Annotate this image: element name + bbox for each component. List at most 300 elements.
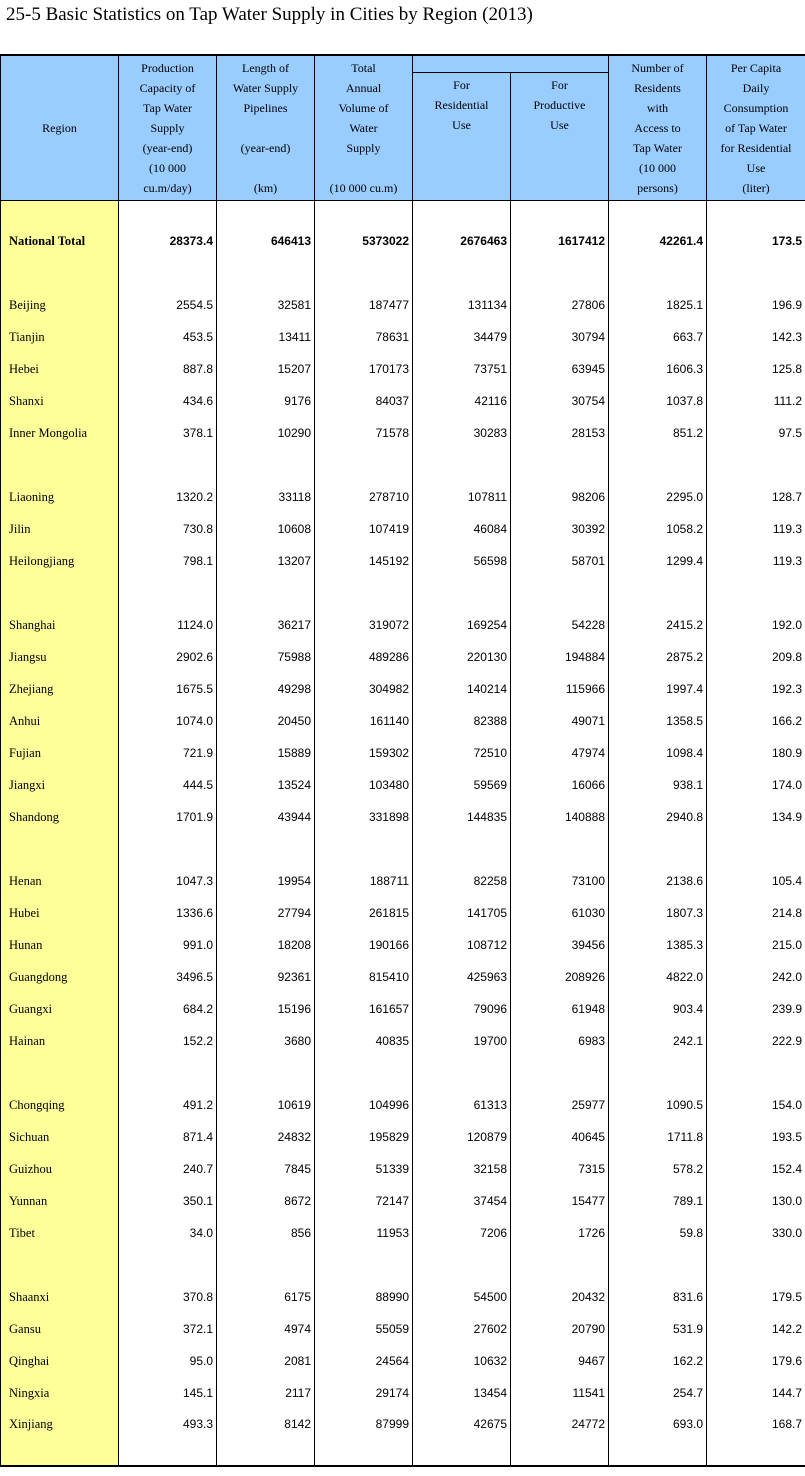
table-row <box>1 225 805 257</box>
residential-cell <box>413 1249 511 1281</box>
header-line: Supply <box>150 121 185 135</box>
region-cell: Qinghai <box>1 1345 119 1377</box>
residential-cell: 13454 <box>413 1377 511 1409</box>
residents-cell <box>609 1057 707 1089</box>
total-volume-cell: 188711 <box>315 865 413 897</box>
production-cell: 3496.5 <box>119 961 217 993</box>
total-volume-cell: 159302 <box>315 737 413 769</box>
productive-cell: 30754 <box>511 385 609 417</box>
per-capita-cell: 179.6 <box>707 1345 805 1377</box>
residential-cell: 72510 <box>413 737 511 769</box>
per-capita-cell: 168.7 <box>707 1409 805 1466</box>
total-volume-cell: 78631 <box>315 321 413 353</box>
per-capita-cell: 130.0 <box>707 1185 805 1217</box>
production-cell: 34.0 <box>119 1217 217 1249</box>
table-row <box>1 385 805 417</box>
total-volume-cell: 145192 <box>315 545 413 577</box>
header-line: For <box>453 78 470 92</box>
region-cell: Liaoning <box>1 481 119 513</box>
region-cell: Shanxi <box>1 385 119 417</box>
productive-cell <box>511 201 609 226</box>
residents-cell: 851.2 <box>609 417 707 449</box>
productive-cell: 20790 <box>511 1313 609 1345</box>
header-line: Number of <box>631 61 684 75</box>
pipelines-cell <box>217 1057 315 1089</box>
residents-cell: 2875.2 <box>609 641 707 673</box>
productive-cell <box>511 1249 609 1281</box>
productive-cell: 39456 <box>511 929 609 961</box>
residents-cell: 242.1 <box>609 1025 707 1057</box>
total-volume-cell: 161657 <box>315 993 413 1025</box>
production-cell: 1074.0 <box>119 705 217 737</box>
pipelines-cell: 92361 <box>217 961 315 993</box>
total-volume-cell: 103480 <box>315 769 413 801</box>
production-cell: 378.1 <box>119 417 217 449</box>
productive-cell: 25977 <box>511 1089 609 1121</box>
productive-cell <box>511 257 609 289</box>
spacer-row <box>1 201 805 226</box>
total-volume-cell <box>315 577 413 609</box>
header-line <box>218 158 313 178</box>
per-capita-cell: 142.2 <box>707 1313 805 1345</box>
residential-cell: 144835 <box>413 801 511 833</box>
pipelines-cell: 9176 <box>217 385 315 417</box>
per-capita-cell: 128.7 <box>707 481 805 513</box>
table-row <box>1 1089 805 1121</box>
residents-cell: 1058.2 <box>609 513 707 545</box>
pipelines-cell <box>217 201 315 226</box>
per-capita-cell: 142.3 <box>707 321 805 353</box>
table-row <box>1 1185 805 1217</box>
total-volume-cell: 278710 <box>315 481 413 513</box>
pipelines-cell: 15207 <box>217 353 315 385</box>
total-volume-cell: 187477 <box>315 289 413 321</box>
residents-cell: 693.0 <box>609 1409 707 1466</box>
production-cell <box>119 449 217 481</box>
residential-cell: 7206 <box>413 1217 511 1249</box>
residential-cell: 34479 <box>413 321 511 353</box>
residential-cell: 2676463 <box>413 225 511 257</box>
productive-cell: 16066 <box>511 769 609 801</box>
production-cell: 152.2 <box>119 1025 217 1057</box>
production-cell: 798.1 <box>119 545 217 577</box>
residents-cell: 162.2 <box>609 1345 707 1377</box>
productive-cell <box>511 1057 609 1089</box>
residents-cell <box>609 1249 707 1281</box>
residential-cell: 79096 <box>413 993 511 1025</box>
pipelines-cell: 2117 <box>217 1377 315 1409</box>
per-capita-cell: 239.9 <box>707 993 805 1025</box>
residents-cell: 1807.3 <box>609 897 707 929</box>
production-cell <box>119 201 217 226</box>
per-capita-cell <box>707 833 805 865</box>
header-line: Residential <box>434 98 489 112</box>
pipelines-cell <box>217 1249 315 1281</box>
header-production <box>119 55 217 201</box>
per-capita-cell: 166.2 <box>707 705 805 737</box>
production-cell: 1336.6 <box>119 897 217 929</box>
production-cell: 491.2 <box>119 1089 217 1121</box>
region-cell: Shanghai <box>1 609 119 641</box>
residents-cell: 938.1 <box>609 769 707 801</box>
productive-cell: 40645 <box>511 1121 609 1153</box>
per-capita-cell: 214.8 <box>707 897 805 929</box>
production-cell: 370.8 <box>119 1281 217 1313</box>
pipelines-cell: 15196 <box>217 993 315 1025</box>
residents-cell: 1606.3 <box>609 353 707 385</box>
table-row <box>1 321 805 353</box>
pipelines-cell: 15889 <box>217 737 315 769</box>
region-cell: Zhejiang <box>1 673 119 705</box>
table-row <box>1 769 805 801</box>
production-cell <box>119 833 217 865</box>
productive-cell: 47974 <box>511 737 609 769</box>
region-cell: Hainan <box>1 1025 119 1057</box>
total-volume-cell <box>315 1249 413 1281</box>
production-cell: 684.2 <box>119 993 217 1025</box>
pipelines-cell <box>217 833 315 865</box>
total-volume-cell: 55059 <box>315 1313 413 1345</box>
residents-cell <box>609 577 707 609</box>
productive-cell: 58701 <box>511 545 609 577</box>
production-cell: 1124.0 <box>119 609 217 641</box>
total-volume-cell: 170173 <box>315 353 413 385</box>
production-cell: 2554.5 <box>119 289 217 321</box>
residents-cell <box>609 201 707 226</box>
header-line: Tap Water <box>633 141 682 155</box>
residents-cell: 1358.5 <box>609 705 707 737</box>
per-capita-cell <box>707 201 805 226</box>
residential-cell: 30283 <box>413 417 511 449</box>
table-body <box>1 201 805 1467</box>
residents-cell: 789.1 <box>609 1185 707 1217</box>
header-line: of Tap Water <box>725 121 787 135</box>
total-volume-cell: 190166 <box>315 929 413 961</box>
per-capita-cell: 192.3 <box>707 673 805 705</box>
per-capita-cell: 196.9 <box>707 289 805 321</box>
residential-cell <box>413 1057 511 1089</box>
pipelines-cell <box>217 449 315 481</box>
table-row <box>1 673 805 705</box>
residents-cell: 1825.1 <box>609 289 707 321</box>
per-capita-cell: 152.4 <box>707 1153 805 1185</box>
region-cell: Yunnan <box>1 1185 119 1217</box>
residents-cell <box>609 449 707 481</box>
region-cell <box>1 1249 119 1281</box>
productive-cell: 30392 <box>511 513 609 545</box>
residential-cell <box>413 201 511 226</box>
productive-cell: 6983 <box>511 1025 609 1057</box>
pipelines-cell: 10290 <box>217 417 315 449</box>
table-row <box>1 865 805 897</box>
pipelines-cell: 3680 <box>217 1025 315 1057</box>
table-row <box>1 1025 805 1057</box>
pipelines-cell: 646413 <box>217 225 315 257</box>
residential-cell <box>413 257 511 289</box>
region-cell: Guangdong <box>1 961 119 993</box>
per-capita-cell: 97.5 <box>707 417 805 449</box>
total-volume-cell: 29174 <box>315 1377 413 1409</box>
residential-cell <box>413 577 511 609</box>
header-line: Daily <box>742 81 770 95</box>
per-capita-cell: 174.0 <box>707 769 805 801</box>
region-cell: Heilongjiang <box>1 545 119 577</box>
header-line: Total <box>351 61 376 75</box>
table-row <box>1 417 805 449</box>
spacer-row <box>1 1057 805 1089</box>
table-row <box>1 1153 805 1185</box>
productive-cell: 208926 <box>511 961 609 993</box>
region-cell: Jilin <box>1 513 119 545</box>
residents-cell: 1090.5 <box>609 1089 707 1121</box>
region-cell: Gansu <box>1 1313 119 1345</box>
total-volume-cell <box>315 257 413 289</box>
residential-cell: 10632 <box>413 1345 511 1377</box>
table-row <box>1 481 805 513</box>
header-line: with <box>646 101 669 115</box>
spacer-row <box>1 449 805 481</box>
region-cell: Chongqing <box>1 1089 119 1121</box>
region-cell <box>1 257 119 289</box>
total-volume-cell: 489286 <box>315 641 413 673</box>
residential-cell: 82388 <box>413 705 511 737</box>
production-cell <box>119 1057 217 1089</box>
production-cell: 1320.2 <box>119 481 217 513</box>
productive-cell <box>511 449 609 481</box>
residents-cell <box>609 833 707 865</box>
productive-cell: 9467 <box>511 1345 609 1377</box>
productive-cell: 28153 <box>511 417 609 449</box>
production-cell: 887.8 <box>119 353 217 385</box>
total-volume-cell: 72147 <box>315 1185 413 1217</box>
total-volume-cell: 195829 <box>315 1121 413 1153</box>
total-volume-cell: 51339 <box>315 1153 413 1185</box>
spacer-row <box>1 1249 805 1281</box>
per-capita-cell: 330.0 <box>707 1217 805 1249</box>
header-line: persons) <box>637 181 678 195</box>
productive-cell: 115966 <box>511 673 609 705</box>
residential-cell: 42675 <box>413 1409 511 1466</box>
total-volume-cell: 71578 <box>315 417 413 449</box>
total-volume-cell <box>315 201 413 226</box>
region-cell <box>1 449 119 481</box>
per-capita-cell: 111.2 <box>707 385 805 417</box>
table-row <box>1 929 805 961</box>
header-residential <box>413 73 511 201</box>
pipelines-cell: 7845 <box>217 1153 315 1185</box>
region-cell: Tibet <box>1 1217 119 1249</box>
pipelines-cell: 6175 <box>217 1281 315 1313</box>
header-line: Use <box>452 118 471 132</box>
productive-cell: 49071 <box>511 705 609 737</box>
header-pipelines <box>217 55 315 201</box>
table-row <box>1 513 805 545</box>
production-cell: 28373.4 <box>119 225 217 257</box>
region-cell: Hebei <box>1 353 119 385</box>
productive-cell: 73100 <box>511 865 609 897</box>
residential-cell: 32158 <box>413 1153 511 1185</box>
productive-cell: 30794 <box>511 321 609 353</box>
residents-cell: 1299.4 <box>609 545 707 577</box>
production-cell: 95.0 <box>119 1345 217 1377</box>
header-line: Annual <box>345 81 382 95</box>
residential-cell: 220130 <box>413 641 511 673</box>
table-row <box>1 1313 805 1345</box>
header-line: (10 000 <box>149 161 186 175</box>
per-capita-cell <box>707 257 805 289</box>
region-cell: Shandong <box>1 801 119 833</box>
table-row <box>1 897 805 929</box>
region-cell: Guangxi <box>1 993 119 1025</box>
header-line: Consumption <box>723 101 789 115</box>
residential-cell: 425963 <box>413 961 511 993</box>
productive-cell <box>511 833 609 865</box>
header-line: Production <box>141 61 194 75</box>
spacer-row <box>1 257 805 289</box>
pipelines-cell: 32581 <box>217 289 315 321</box>
productive-cell: 61948 <box>511 993 609 1025</box>
total-volume-cell: 5373022 <box>315 225 413 257</box>
production-cell <box>119 257 217 289</box>
residents-cell: 578.2 <box>609 1153 707 1185</box>
production-cell <box>119 577 217 609</box>
total-volume-cell: 84037 <box>315 385 413 417</box>
residential-cell: 27602 <box>413 1313 511 1345</box>
header-line: Tap Water <box>143 101 192 115</box>
per-capita-cell: 180.9 <box>707 737 805 769</box>
residents-cell: 2138.6 <box>609 865 707 897</box>
production-cell: 350.1 <box>119 1185 217 1217</box>
table-row <box>1 1121 805 1153</box>
total-volume-cell: 331898 <box>315 801 413 833</box>
residents-cell: 831.6 <box>609 1281 707 1313</box>
pipelines-cell: 18208 <box>217 929 315 961</box>
total-volume-cell: 815410 <box>315 961 413 993</box>
per-capita-cell: 119.3 <box>707 545 805 577</box>
spacer-row <box>1 577 805 609</box>
residential-cell: 56598 <box>413 545 511 577</box>
per-capita-cell: 144.7 <box>707 1377 805 1409</box>
pipelines-cell: 2081 <box>217 1345 315 1377</box>
productive-cell: 98206 <box>511 481 609 513</box>
residential-cell: 19700 <box>413 1025 511 1057</box>
pipelines-cell <box>217 257 315 289</box>
total-volume-cell: 319072 <box>315 609 413 641</box>
per-capita-cell: 154.0 <box>707 1089 805 1121</box>
residents-cell: 531.9 <box>609 1313 707 1345</box>
total-volume-cell: 104996 <box>315 1089 413 1121</box>
production-cell: 1701.9 <box>119 801 217 833</box>
header-line: (10 000 cu.m) <box>329 181 398 195</box>
residents-cell: 42261.4 <box>609 225 707 257</box>
residential-cell: 140214 <box>413 673 511 705</box>
pipelines-cell: 8142 <box>217 1409 315 1466</box>
region-cell: Jiangsu <box>1 641 119 673</box>
production-cell: 730.8 <box>119 513 217 545</box>
residential-cell <box>413 449 511 481</box>
table-row <box>1 961 805 993</box>
residential-cell: 169254 <box>413 609 511 641</box>
table-row <box>1 545 805 577</box>
header-line: For <box>551 78 568 92</box>
pipelines-cell <box>217 577 315 609</box>
pipelines-cell: 13524 <box>217 769 315 801</box>
region-cell <box>1 577 119 609</box>
header-line: (year-end) <box>240 141 291 155</box>
pipelines-cell: 49298 <box>217 673 315 705</box>
per-capita-cell: 119.3 <box>707 513 805 545</box>
region-cell <box>1 201 119 226</box>
productive-cell: 1617412 <box>511 225 609 257</box>
table-row <box>1 353 805 385</box>
productive-cell: 20432 <box>511 1281 609 1313</box>
table-header <box>1 55 805 201</box>
pipelines-cell: 19954 <box>217 865 315 897</box>
residential-cell: 46084 <box>413 513 511 545</box>
table-row <box>1 1377 805 1409</box>
residents-cell: 2940.8 <box>609 801 707 833</box>
per-capita-cell: 179.5 <box>707 1281 805 1313</box>
region-cell: Xinjiang <box>1 1409 119 1466</box>
header-region: Region <box>1 55 119 201</box>
header-line: Per Capita <box>730 61 782 75</box>
table-row <box>1 705 805 737</box>
productive-cell: 24772 <box>511 1409 609 1466</box>
production-cell: 991.0 <box>119 929 217 961</box>
table-row <box>1 1409 805 1466</box>
table-row <box>1 801 805 833</box>
productive-cell: 11541 <box>511 1377 609 1409</box>
table-row <box>1 737 805 769</box>
table-row <box>1 993 805 1025</box>
per-capita-cell: 173.5 <box>707 225 805 257</box>
header-residents <box>609 55 707 201</box>
residential-cell: 37454 <box>413 1185 511 1217</box>
residential-cell: 42116 <box>413 385 511 417</box>
pipelines-cell: 4974 <box>217 1313 315 1345</box>
header-total-volume <box>315 55 413 201</box>
region-cell: Jiangxi <box>1 769 119 801</box>
residents-cell: 4822.0 <box>609 961 707 993</box>
pipelines-cell: 10619 <box>217 1089 315 1121</box>
per-capita-cell: 193.5 <box>707 1121 805 1153</box>
total-volume-cell: 11953 <box>315 1217 413 1249</box>
residential-cell: 107811 <box>413 481 511 513</box>
region-cell: Shaanxi <box>1 1281 119 1313</box>
region-cell: Anhui <box>1 705 119 737</box>
pipelines-cell: 20450 <box>217 705 315 737</box>
residential-cell: 141705 <box>413 897 511 929</box>
header-line: cu.m/day) <box>143 181 192 195</box>
per-capita-cell: 125.8 <box>707 353 805 385</box>
productive-cell <box>511 577 609 609</box>
region-cell: Beijing <box>1 289 119 321</box>
production-cell: 2902.6 <box>119 641 217 673</box>
header-line: Residents <box>634 81 681 95</box>
production-cell: 721.9 <box>119 737 217 769</box>
productive-cell: 63945 <box>511 353 609 385</box>
total-volume-cell: 87999 <box>315 1409 413 1466</box>
production-cell <box>119 1249 217 1281</box>
residential-cell: 82258 <box>413 865 511 897</box>
production-cell: 240.7 <box>119 1153 217 1185</box>
header-line: Water Supply <box>232 81 299 95</box>
per-capita-cell: 209.8 <box>707 641 805 673</box>
total-volume-cell: 107419 <box>315 513 413 545</box>
pipelines-cell: 43944 <box>217 801 315 833</box>
header-line: Pipelines <box>243 101 288 115</box>
header-line: Use <box>746 161 766 175</box>
